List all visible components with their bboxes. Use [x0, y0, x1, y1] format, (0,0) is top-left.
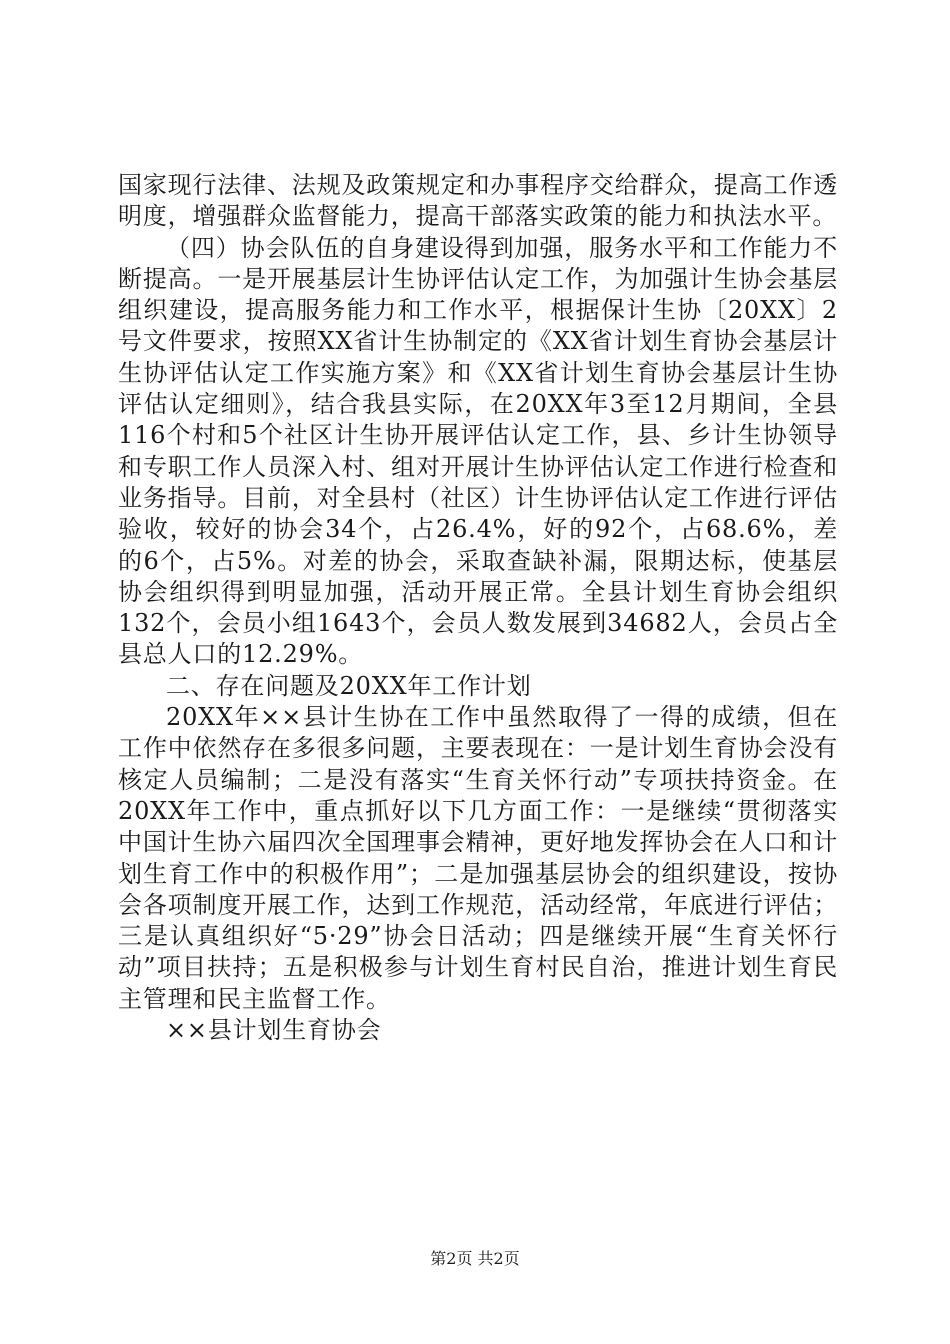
paragraph-2: （四）协会队伍的自身建设得到加强，服务水平和工作能力不断提高。一是开展基层计生协评估认定工作，为加强计生协会基层组织建设，提高服务能力和工作水平，根据保计生协〔20XX〕2号文件要求，按照XX省计生协制定的《XX省计划生育协会基层计生协评估认定工作实施方案》和《XX省计划生育协会基层计生协评估认定细则》，结合我县实际，在20XX年3至12月期间，全县116个村和5个社区计生协开展评估认定工作，县、乡计生协领导和专职工作人员深入村、组对开展计生协评估认定工作进行检查和业务指导。目前，对全县村（社区）计生协评估认定工作进行评估验收，较好的协会34个，占26.4%，好的92个，占68.6%，差的6个，占5%。对差的协会，采取查缺补漏，限期达标，使基层协会组织得到明显加强，活动开展正常。全县计划生育协会组织132个，会员小组1643个，会员人数发展到34682人，会员占全县总人口的12.29%。	[118, 233, 838, 669]
paragraph-1: 国家现行法律、法规及政策规定和办事程序交给群众，提高工作透明度，增强群众监督能力，提高干部落实政策的能力和执法水平。	[118, 171, 838, 231]
page-footer: 第2页 共2页	[430, 1249, 520, 1268]
document-body	[118, 170, 838, 1046]
paragraph-3: 20XX年××县计生协在工作中虽然取得了一得的成绩，但在工作中依然存在多很多问题，主要表现在：一是计划生育协会没有核定人员编制；二是没有落实“生育关怀行动”专项扶持资金。在20XX年工作中，重点抓好以下几方面工作：一是继续“贯彻落实中国计生协六届四次全国理事会精神，更好地发挥协会在人口和计划生育工作中的积极作用”；二是加强基层协会的组织建设，按协会各项制度开展工作，达到工作规范，活动经常，年底进行评估；三是认真组织好“5·29”协会日活动；四是继续开展“生育关怀行动”项目扶持；五是积极参与计划生育村民自治，推进计划生育民主管理和民主监督工作。	[118, 703, 838, 1013]
signature-line: ××县计划生育协会	[166, 1016, 382, 1045]
section-heading: 二、存在问题及20XX年工作计划	[166, 671, 532, 700]
